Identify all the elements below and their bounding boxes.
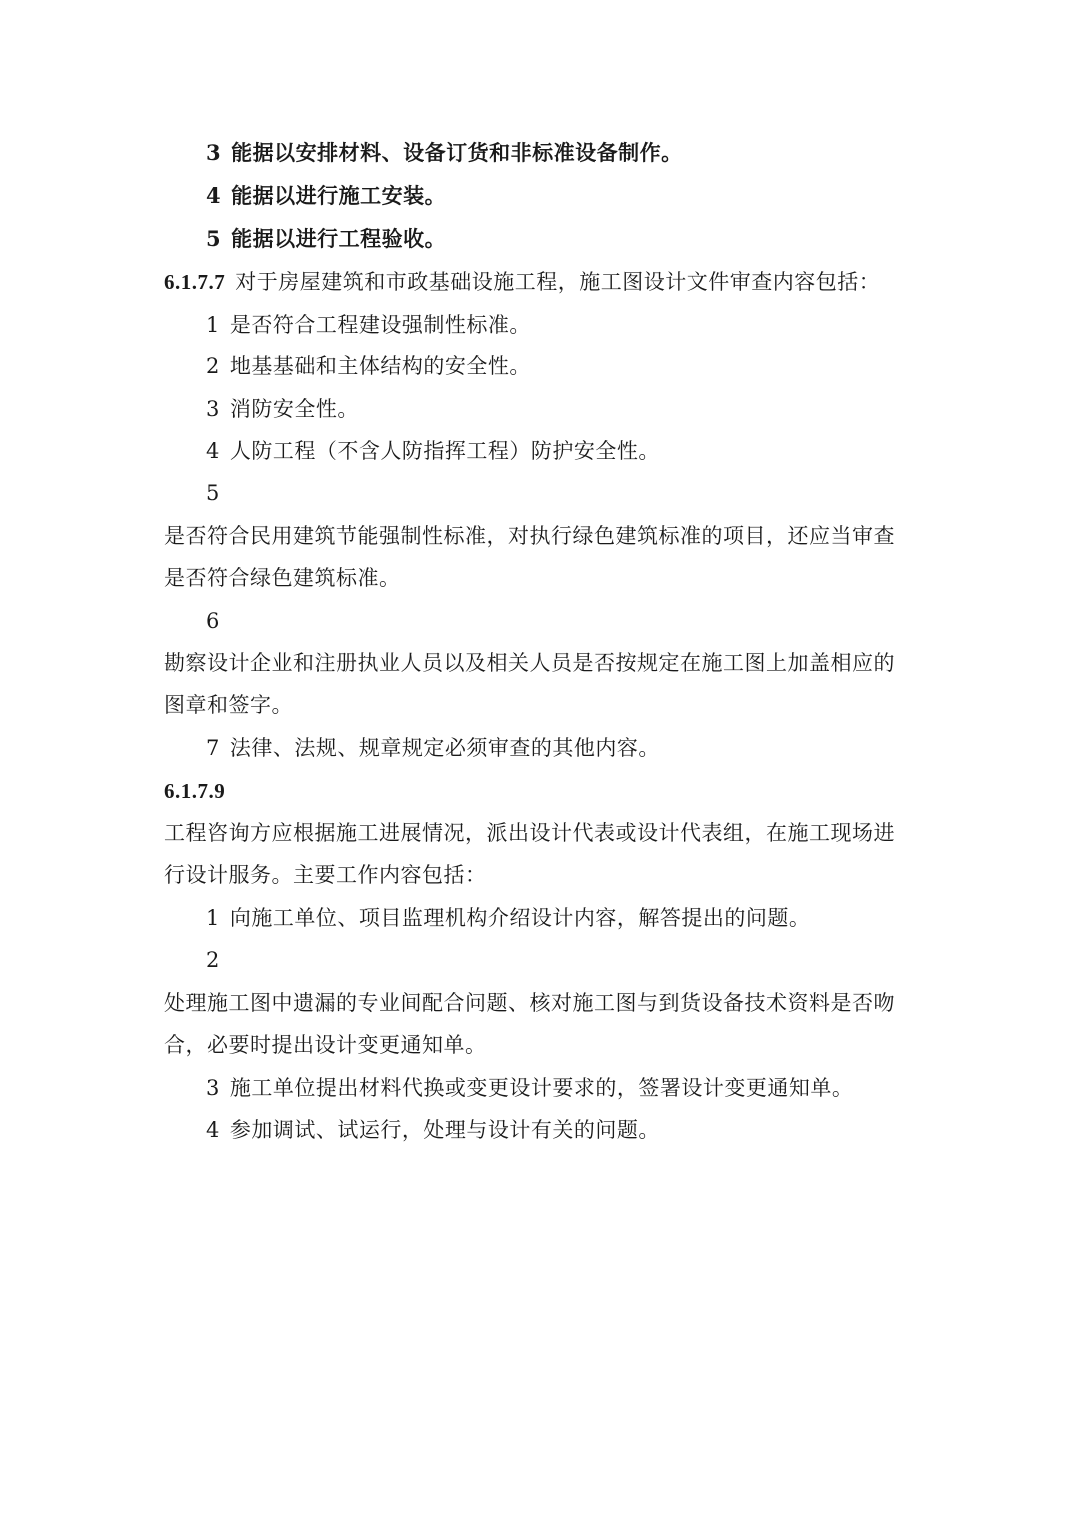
list-text-line: 是否符合绿色建筑标准。	[164, 566, 401, 590]
list-number-6: 6	[206, 609, 220, 633]
list-text: 能据以进行工程验收。	[231, 226, 447, 251]
list-text: 法律、法规、规章规定必须审查的其他内容。	[229, 736, 660, 760]
list-item	[206, 735, 660, 761]
list-number: 1	[206, 313, 220, 337]
list-number: 3	[206, 1076, 220, 1100]
list-item	[206, 1117, 660, 1143]
list-number: 7	[206, 736, 220, 760]
list-item	[206, 312, 531, 338]
list-number: 4	[206, 439, 220, 463]
list-text-line: 是否符合民用建筑节能强制性标准，对执行绿色建筑标准的项目，还应当审查	[164, 524, 895, 548]
list-text-line: 处理施工图中遗漏的专业间配合问题、核对施工图与到货设备技术资料是否吻	[164, 991, 895, 1015]
list-item	[206, 396, 359, 422]
list-text: 地基基础和主体结构的安全性。	[229, 354, 531, 378]
list-text-line: 勘察设计企业和注册执业人员以及相关人员是否按规定在施工图上加盖相应的	[164, 651, 895, 675]
list-text-line: 图章和签字。	[164, 693, 293, 717]
list-number: 5	[206, 226, 222, 251]
list-text: 能据以安排材料、设备订货和非标准设备制作。	[231, 140, 683, 165]
list-text: 参加调试、试运行，处理与设计有关的问题。	[229, 1118, 660, 1142]
list-text: 消防安全性。	[229, 397, 359, 421]
section-number: 6.1.7.7	[164, 270, 226, 294]
section-heading-6-1-7-7	[164, 269, 880, 295]
list-number: 4	[206, 183, 222, 208]
list-item	[206, 226, 446, 252]
list-number: 1	[206, 906, 220, 930]
section-heading-6-1-7-9	[164, 778, 235, 804]
list-item	[206, 1075, 853, 1101]
list-number: 4	[206, 1118, 220, 1142]
list-text: 人防工程（不含人防指挥工程）防护安全性。	[229, 439, 660, 463]
paragraph-line: 工程咨询方应根据施工进展情况，派出设计代表或设计代表组，在施工现场进	[164, 821, 895, 845]
list-item	[206, 140, 683, 166]
list-text: 是否符合工程建设强制性标准。	[229, 313, 531, 337]
section-number: 6.1.7.9	[164, 779, 226, 803]
list-text: 能据以进行施工安装。	[231, 183, 447, 208]
list-number-5: 5	[206, 481, 220, 505]
section-text: 对于房屋建筑和市政基础设施工程，施工图设计文件审查内容包括：	[235, 270, 881, 294]
list-item	[206, 438, 660, 464]
list-number: 3	[206, 397, 220, 421]
list-number: 2	[206, 354, 220, 378]
list-item	[206, 353, 531, 379]
list-item	[206, 183, 446, 209]
list-text: 施工单位提出材料代换或变更设计要求的，签署设计变更通知单。	[229, 1076, 854, 1100]
paragraph-line: 行设计服务。主要工作内容包括：	[164, 863, 487, 887]
list-item	[206, 905, 810, 931]
list-number-2: 2	[206, 948, 220, 972]
list-text-line: 合，必要时提出设计变更通知单。	[164, 1033, 487, 1057]
list-text: 向施工单位、项目监理机构介绍设计内容，解答提出的问题。	[229, 906, 811, 930]
list-number: 3	[206, 140, 222, 165]
